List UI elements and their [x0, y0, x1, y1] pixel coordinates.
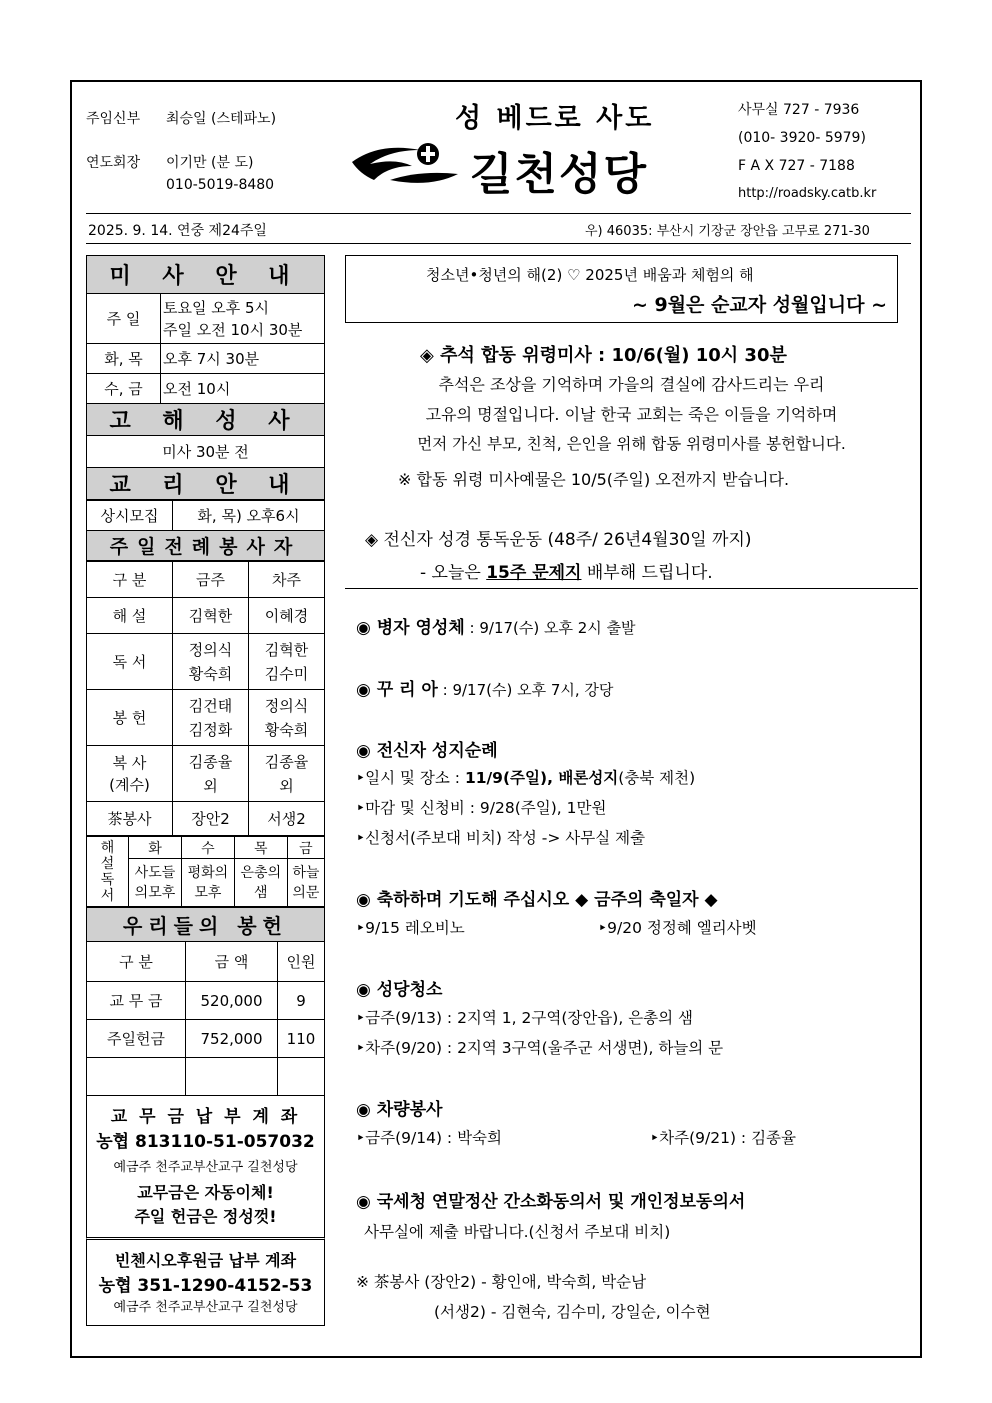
weekday-group: 은총의 샘	[234, 859, 287, 907]
bible-text-post: 배부해 드립니다.	[581, 563, 713, 583]
chuseok-body: 먼저 가신 부모, 친척, 은인을 위해 합동 위령미사를 봉헌합니다.	[417, 435, 846, 453]
header-contact	[738, 96, 876, 208]
cleaning-title: ◉ 성당청소	[356, 980, 443, 1000]
banner-line1: 청소년•청년의 해(2) ♡ 2025년 배움과 체험의 해	[426, 266, 754, 284]
divider	[86, 213, 911, 214]
weekday-servers-table	[86, 836, 325, 907]
mass-table	[86, 255, 325, 500]
servers-head: 금주	[173, 562, 249, 598]
tithe-account-title: 교 무 금 납 부 계 좌	[110, 1107, 301, 1127]
catechism-title: 교 리 안 내	[87, 468, 325, 500]
feast-person: ‣9/20 정정혜 엘리사벳	[598, 919, 757, 937]
confession-text: 미사 30분 전	[87, 436, 325, 468]
driving-title: ◉ 차량봉사	[356, 1100, 443, 1120]
server-role: 독 서	[87, 634, 173, 690]
fax-number: F A X 727 - 7188	[738, 158, 855, 174]
weekday-day: 화	[129, 837, 182, 859]
tea-service-line: (서생2) - 김현숙, 김수미, 강일순, 이수현	[434, 1303, 711, 1321]
catechism-table	[86, 500, 325, 561]
sick-communion	[356, 613, 636, 638]
server-next-week: 김혁한 김수미	[249, 634, 325, 690]
vincent-account-number: 농협 351-1290-4152-53	[98, 1276, 313, 1296]
offering-head: 구 분	[87, 942, 186, 982]
servers-title: 주일전례봉사자	[87, 531, 325, 561]
church-address: 우) 46035: 부산시 기장군 장안읍 고무로 271-30	[585, 224, 870, 239]
driving-line: ‣금주(9/14) : 박숙희	[356, 1129, 502, 1147]
mass-day: 화, 목	[87, 344, 161, 374]
server-this-week: 장안2	[173, 802, 249, 836]
offering-count: 110	[278, 1020, 325, 1058]
offering-kind: 교 무 금	[87, 982, 186, 1020]
chuseok-title: ◈ 추석 합동 위령미사 : 10/6(월) 10시 30분	[420, 345, 787, 366]
servers-head: 차주	[249, 562, 325, 598]
server-this-week: 김혁한	[173, 598, 249, 634]
curia	[356, 675, 613, 700]
pilgrimage-text: ‣일시 및 장소 :	[356, 769, 465, 787]
theme-banner	[345, 255, 898, 323]
weekday-day: 금	[287, 837, 324, 859]
curia-text: : 9/17(수) 오후 7시, 강당	[437, 681, 614, 699]
chuseok-body: 추석은 조상을 기억하며 가을의 결실에 감사드리는 우리	[438, 375, 825, 394]
driving-line: ‣차주(9/21) : 김종율	[650, 1129, 796, 1147]
mass-day: 주 일	[87, 294, 161, 344]
server-this-week: 김종율 외	[173, 746, 249, 802]
tax-title: ◉ 국세청 연말정산 간소화동의서 및 개인정보동의서	[356, 1192, 746, 1212]
tithe-account-holder: 예금주 천주교부산교구 길천성당	[113, 1160, 298, 1175]
mass-time: 오후 7시 30분	[161, 344, 325, 374]
parish-title: 성 베드로 사도	[455, 103, 655, 134]
chuseok-body: 고유의 명절입니다. 이날 한국 교회는 죽은 이들을 기억하며	[425, 405, 838, 424]
offering-head: 인원	[278, 942, 325, 982]
bible-title: ◈ 전신자 성경 통독운동 (48주/ 26년4월30일 까지)	[365, 530, 752, 550]
server-this-week: 정의식 황숙희	[173, 634, 249, 690]
servers-head: 구 분	[87, 562, 173, 598]
pilgrimage-line: ‣마감 및 신청비 : 9/28(주일), 1만원	[356, 799, 607, 817]
pastor-name: 최승일 (스테파노)	[166, 111, 277, 127]
server-next-week: 정의식 황숙희	[249, 690, 325, 746]
offering-head: 금 액	[186, 942, 278, 982]
weekday-group: 사도들 의모후	[129, 859, 182, 907]
server-role: 茶봉사	[87, 802, 173, 836]
divider	[86, 243, 911, 244]
tax-text: 사무실에 제출 바랍니다.(신청서 주보대 비치)	[364, 1223, 671, 1241]
chuseok-note: ※ 합동 위령 미사예물은 10/5(주일) 오전까지 받습니다.	[398, 470, 790, 489]
catechism-label: 상시모집	[87, 501, 173, 531]
cleaning-line: ‣차주(9/20) : 2지역 3구역(울주군 서생면), 하늘의 문	[356, 1039, 724, 1057]
mobile-phone: (010- 3920- 5979)	[738, 130, 866, 146]
office-phone: 사무실 727 - 7936	[738, 102, 860, 118]
pastor-label: 주임신부	[86, 111, 141, 127]
chair-name: 이기만 (분 도)	[166, 155, 254, 171]
mass-time-line: 토요일 오후 5시	[163, 298, 270, 317]
weekday-day: 수	[181, 837, 234, 859]
bible-text-bold: 15주 문제지	[486, 563, 582, 583]
server-next-week: 서생2	[249, 802, 325, 836]
offering-title: 우리들의 봉헌	[87, 908, 325, 942]
server-role: 봉 헌	[87, 690, 173, 746]
tithe-notice: 교무금은 자동이체!	[137, 1183, 274, 1202]
vincent-account-holder: 예금주 천주교부산교구 길천성당	[113, 1300, 298, 1315]
pilgrimage-line: ‣신청서(주보대 비치) 작성 -> 사무실 제출	[356, 829, 646, 847]
pilgrimage-title: ◉ 전신자 성지순례	[356, 741, 498, 761]
banner-line2: ~ 9월은 순교자 성월입니다 ~	[631, 294, 887, 316]
tea-service-line: ※ 茶봉사 (장안2) - 황인애, 박숙희, 박순남	[356, 1273, 647, 1291]
sick-communion-text: : 9/17(수) 오후 2시 출발	[464, 619, 636, 637]
weekday-label: 해설독서	[87, 837, 129, 907]
bible-text	[420, 558, 713, 583]
server-role: 해 설	[87, 598, 173, 634]
mass-time-line: 주일 오전 10시 30분	[163, 320, 303, 339]
offering-notice: 주일 헌금은 정성껏!	[134, 1207, 277, 1226]
offering-amount: 752,000	[186, 1020, 278, 1058]
pilgrimage-text: (충북 제천)	[618, 769, 696, 787]
offering-kind: 주일헌금	[87, 1020, 186, 1058]
weekday-day: 목	[234, 837, 287, 859]
website-link[interactable]: http://roadsky.catb.kr	[738, 186, 877, 201]
pilgrimage-line	[356, 766, 695, 788]
chair-label: 연도회장	[86, 155, 141, 171]
mass-day: 수, 금	[87, 374, 161, 404]
chair-phone: 010-5019-8480	[166, 177, 275, 193]
mass-time: 오전 10시	[161, 374, 325, 404]
offering-amount: 520,000	[186, 982, 278, 1020]
bible-text-pre: - 오늘은	[420, 563, 487, 583]
server-role: 복 사 (계수)	[87, 746, 173, 802]
feast-title: ◉ 축하하며 기도해 주십시오 ◆ 금주의 축일자 ◆	[356, 890, 718, 910]
header-staff	[86, 108, 276, 196]
confession-title: 고 해 성 사	[87, 404, 325, 436]
vincent-account-box	[86, 1240, 325, 1326]
divider	[345, 588, 918, 589]
offering-amount	[186, 1058, 278, 1096]
cleaning-line: ‣금주(9/13) : 2지역 1, 2구역(장안읍), 은총의 샘	[356, 1009, 694, 1027]
sick-communion-title: ◉ 병자 영성체	[356, 618, 465, 638]
weekday-group: 하늘 의문	[287, 859, 324, 907]
server-this-week: 김건태 김정화	[173, 690, 249, 746]
mass-time	[161, 294, 325, 344]
curia-title: ◉ 꾸 리 아	[356, 680, 438, 700]
mass-title: 미 사 안 내	[87, 256, 325, 294]
church-name: 길천성당	[470, 149, 649, 200]
servers-table	[86, 561, 325, 836]
offering-count	[278, 1058, 325, 1096]
feast-person: ‣9/15 레오비노	[356, 919, 465, 937]
left-column	[86, 255, 325, 1326]
tithe-account-number: 농협 813110-51-057032	[96, 1132, 315, 1152]
catechism-text: 화, 목) 오후6시	[173, 501, 325, 531]
server-next-week: 이혜경	[249, 598, 325, 634]
server-next-week: 김종율 외	[249, 746, 325, 802]
offering-kind	[87, 1058, 186, 1096]
pilgrimage-text-bold: 11/9(주일), 배론성지	[464, 769, 619, 787]
weekday-group: 평화의 모후	[181, 859, 234, 907]
church-logo-icon	[350, 140, 460, 190]
offering-table	[86, 907, 325, 1096]
vincent-account-title: 빈첸시오후원금 납부 계좌	[114, 1251, 297, 1270]
tithe-account-box	[86, 1096, 325, 1240]
offering-count: 9	[278, 982, 325, 1020]
bulletin-date: 2025. 9. 14. 연중 제24주일	[88, 223, 267, 239]
